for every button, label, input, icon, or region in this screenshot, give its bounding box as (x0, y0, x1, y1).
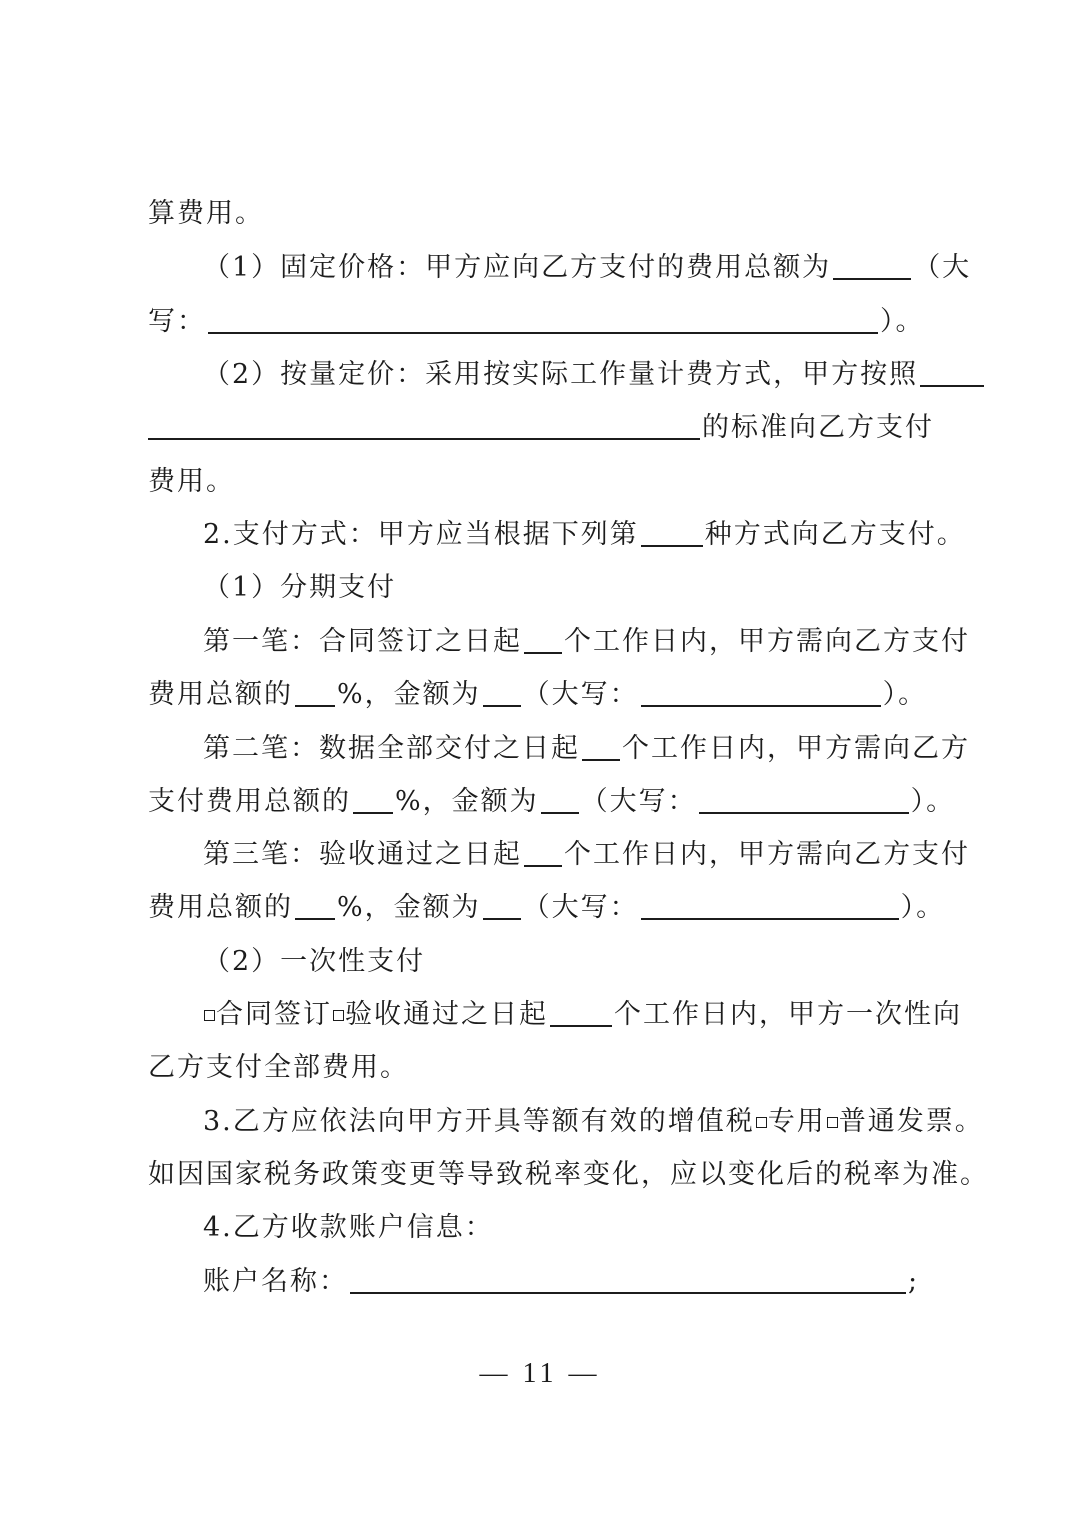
account-name-line: 账户名称： ; (203, 1266, 920, 1297)
fill-blank[interactable] (295, 892, 335, 920)
page-number: — 11 — (479, 1358, 601, 1389)
text-line-5: 的标准向乙方支付 (148, 410, 934, 446)
payment-method-line: 2.支付方式：甲方应当根据下列第 种方式向乙方支付。 (203, 519, 966, 550)
second-payment-line: 第二笔：数据全部交付之日起 个工作日内，甲方需向乙方 (203, 733, 970, 764)
text-line-17: 乙方支付全部费用。 (148, 1052, 409, 1083)
text-line-19: 如因国家税务政策变更等导致税率变化，应以变化后的税率为准。 (148, 1159, 989, 1190)
fill-blank[interactable] (641, 892, 899, 920)
fill-blank[interactable] (550, 999, 612, 1027)
account-name-blank[interactable] (350, 1266, 906, 1294)
text-line-14: 费用总额的 %，金额为 （大写： ）。 (148, 892, 946, 923)
fill-blank[interactable] (483, 892, 521, 920)
fill-blank[interactable] (353, 786, 393, 814)
lump-sum-heading: （2）一次性支付 (203, 946, 426, 977)
fill-blank[interactable] (582, 733, 620, 761)
fill-blank[interactable] (148, 412, 700, 440)
ordinary-invoice-checkbox[interactable] (827, 1117, 838, 1128)
lump-sum-line: 合同签订 验收通过之日起 个工作日内，甲方一次性向 (203, 997, 962, 1033)
fill-blank[interactable] (524, 839, 562, 867)
first-payment-line: 第一笔：合同签订之日起 个工作日内，甲方需向乙方支付 (203, 626, 970, 657)
volume-price-line: （2）按量定价：采用按实际工作量计费方式，甲方按照 (203, 357, 986, 393)
fill-blank[interactable] (699, 786, 909, 814)
fill-blank[interactable] (833, 252, 911, 280)
text-line-10: 费用总额的 %，金额为 （大写： ）。 (148, 679, 928, 710)
acceptance-checkbox[interactable] (333, 1010, 344, 1021)
fixed-price-line: （1）固定价格：甲方应向乙方支付的费用总额为 （大 (203, 252, 972, 283)
fill-blank[interactable] (524, 626, 562, 654)
fill-blank[interactable] (208, 306, 878, 334)
fill-blank[interactable] (295, 679, 335, 707)
text-line-6: 费用。 (148, 466, 235, 497)
contract-signed-checkbox[interactable] (204, 1010, 215, 1021)
fill-blank[interactable] (483, 679, 521, 707)
text-line-3: 写： ）。 (148, 306, 925, 337)
fill-blank[interactable] (920, 359, 984, 387)
fill-blank[interactable] (541, 786, 579, 814)
fill-blank[interactable] (641, 519, 703, 547)
third-payment-line: 第三笔：验收通过之日起 个工作日内，甲方需向乙方支付 (203, 839, 970, 870)
account-info-heading: 4.乙方收款账户信息： (203, 1212, 494, 1243)
text-line-12: 支付费用总额的 %，金额为 （大写： ）。 (148, 786, 956, 817)
text-line-1: 算费用。 (148, 198, 264, 229)
fill-blank[interactable] (641, 679, 881, 707)
invoice-line: 3.乙方应依法向甲方开具等额有效的增值税 专用 普通发票。 (203, 1106, 984, 1137)
installment-heading: （1）分期支付 (203, 572, 397, 603)
special-invoice-checkbox[interactable] (756, 1117, 767, 1128)
